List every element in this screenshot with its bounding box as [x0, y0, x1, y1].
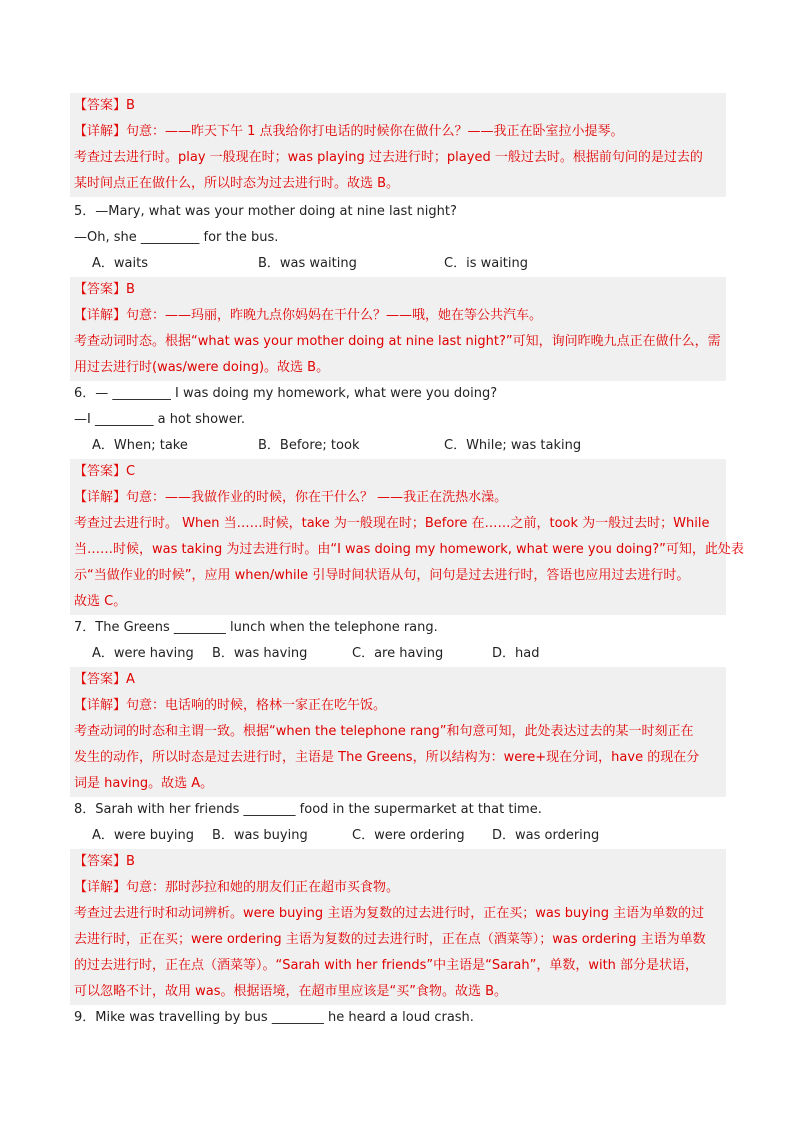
answer-label: 【答案】B	[74, 98, 135, 113]
explanation-line: 考查动词时态。根据“what was your mother doing at nine last night?”可知，询问昨晚九点正在做什么，需	[74, 334, 721, 349]
detail-line: 【详解】句意：电话响的时候，格林一家正在吃午饭。	[74, 698, 387, 713]
detail-line: 【详解】句意：——我做作业的时候，你在干什么？ ——我正在洗热水澡。	[74, 490, 508, 505]
explanation-line: 的过去进行时，正在点（酒菜等）。“Sarah with her friends”中主语是“Sarah”，单数，with 部分是状语，	[74, 958, 699, 973]
answer-label: 【答案】B	[74, 282, 135, 297]
option-b: B．was waiting	[258, 256, 357, 271]
option-c: C．is waiting	[444, 256, 529, 271]
option-d: D．was ordering	[492, 828, 600, 843]
answer-block-7	[70, 667, 726, 797]
question-9-stem: 9．Mike was travelling by bus ________ he heard a loud crash.	[74, 1010, 474, 1025]
explanation-line: 考查过去进行时。play 一般现在时；was playing 过去进行时；played 一般过去时。根据前句问的是过去的	[74, 150, 703, 165]
answer-label: 【答案】B	[74, 854, 135, 869]
detail-line: 【详解】句意：——昨天下午 1 点我给你打电话的时候你在做什么？——我正在卧室拉小提琴。	[74, 124, 624, 139]
detail-line: 【详解】句意：那时莎拉和她的朋友们正在超市买食物。	[74, 880, 400, 895]
option-b: B．was having	[212, 646, 308, 661]
option-a: A．When; take	[92, 438, 188, 453]
explanation-line: 考查过去进行时。 When 当……时候，take 为一般现在时；Before 在……之前，took 为一般过去时；While	[74, 516, 710, 531]
option-c: C．were ordering	[352, 828, 465, 843]
question-5-reply: —Oh, she _________ for the bus.	[74, 230, 279, 245]
explanation-line: 去进行时，正在买；were ordering 主语为复数的过去进行时，正在点（酒菜等）；was ordering 主语为单数	[74, 932, 706, 947]
explanation-line: 可以忽略不计，故用 was。根据语境，在超市里应该是“买”食物。故选 B。	[74, 984, 508, 999]
answer-block-4	[70, 93, 726, 197]
option-d: D．had	[492, 646, 540, 661]
option-b: B．was buying	[212, 828, 308, 843]
answer-block-5	[70, 277, 726, 381]
explanation-line: 某时间点正在做什么，所以时态为过去进行时。故选 B。	[74, 176, 400, 191]
explanation-line: 当……时候，was taking 为过去进行时。由“I was doing my homework, what were you doing?”可知，此处表	[74, 542, 744, 557]
question-8-stem: 8．Sarah with her friends ________ food in the supermarket at that time.	[74, 802, 542, 817]
explanation-line: 故选 C。	[74, 594, 127, 609]
explanation-line: 用过去进行时(was/were doing)。故选 B。	[74, 360, 330, 375]
explanation-line: 示“当做作业的时候”，应用 when/while 引导时间状语从句，问句是过去进行时，答语也应用过去进行时。	[74, 568, 690, 583]
option-a: A．waits	[92, 256, 148, 271]
question-6-reply: —I _________ a hot shower.	[74, 412, 245, 427]
answer-label: 【答案】A	[74, 672, 135, 687]
option-c: C．While; was taking	[444, 438, 582, 453]
question-6-stem: 6．— _________ I was doing my homework, what were you doing?	[74, 386, 498, 401]
answer-block-6	[70, 459, 744, 615]
explanation-line: 考查动词的时态和主谓一致。根据“when the telephone rang”和句意可知，此处表达过去的某一时刻正在	[74, 724, 694, 739]
explanation-line: 发生的动作，所以时态是过去进行时，主语是 The Greens，所以结构为：were+现在分词，have 的现在分	[74, 750, 700, 765]
detail-line: 【详解】句意：——玛丽，昨晚九点你妈妈在干什么？——哦，她在等公共汽车。	[74, 308, 543, 323]
explanation-line: 词是 having。故选 A。	[74, 776, 214, 791]
option-b: B．Before; took	[258, 438, 360, 453]
question-7-stem: 7．The Greens ________ lunch when the telephone rang.	[74, 620, 438, 635]
answer-label: 【答案】C	[74, 464, 136, 479]
option-c: C．are having	[352, 646, 444, 661]
question-5-stem: 5．—Mary, what was your mother doing at nine last night?	[74, 204, 457, 219]
option-a: A．were buying	[92, 828, 195, 843]
answer-block-8	[70, 849, 726, 1005]
explanation-line: 考查过去进行时和动词辨析。were buying 主语为复数的过去进行时，正在买；was buying 主语为单数的过	[74, 906, 705, 921]
option-a: A．were having	[92, 646, 194, 661]
